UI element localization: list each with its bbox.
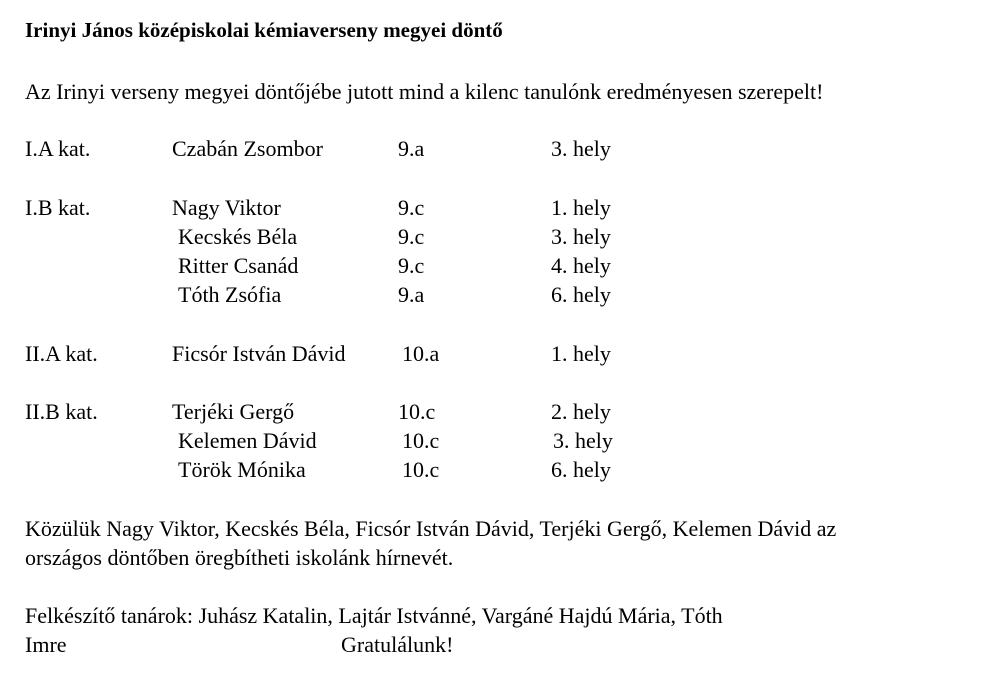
place-label: 2. hely: [551, 399, 611, 424]
place-label: 1. hely: [551, 341, 611, 366]
place-label: 6. hely: [551, 457, 611, 482]
place-label: 1. hely: [551, 195, 611, 220]
document-title: Irinyi János középiskolai kémiaverseny megyei döntő: [25, 18, 503, 42]
place-label: 3. hely: [551, 224, 611, 249]
result-row: [0, 193, 1000, 222]
result-row: [0, 134, 1000, 163]
class-label: 10.c: [402, 457, 440, 482]
student-name: Terjéki Gergő: [172, 399, 295, 424]
student-name: Kecskés Béla: [178, 224, 298, 249]
teachers-line-2: Imre: [25, 632, 67, 657]
student-name: Ritter Csanád: [178, 253, 299, 278]
category-label: I.B kat.: [25, 195, 91, 220]
place-label: 4. hely: [551, 253, 611, 278]
student-name: Czabán Zsombor: [172, 136, 323, 161]
class-label: 10.c: [398, 399, 436, 424]
class-label: 9.c: [398, 195, 425, 220]
result-row: [0, 251, 1000, 280]
result-row: [0, 397, 1000, 426]
category-label: II.A kat.: [25, 341, 98, 366]
student-name: Nagy Viktor: [172, 195, 281, 220]
teachers-line-1: Felkészítő tanárok: Juhász Katalin, Lajtár Istvánné, Vargáné Hajdú Mária, Tóth: [25, 603, 723, 628]
summary-line-2: országos döntőben öregbítheti iskolánk hírnevét.: [25, 545, 454, 570]
summary-line-1: Közülük Nagy Viktor, Kecskés Béla, Ficsór István Dávid, Terjéki Gergő, Kelemen Dávid az: [25, 516, 837, 541]
class-label: 9.c: [398, 253, 425, 278]
student-name: Tóth Zsófia: [178, 282, 282, 307]
student-name: Ficsór István Dávid: [172, 341, 346, 366]
result-row: [0, 280, 1000, 309]
class-label: 9.c: [398, 224, 425, 249]
place-label: 3. hely: [551, 136, 611, 161]
category-label: I.A kat.: [25, 136, 91, 161]
category-label: II.B kat.: [25, 399, 98, 424]
result-row: [0, 339, 1000, 368]
congratulations-text: Gratulálunk!: [341, 632, 454, 657]
student-name: Török Mónika: [178, 457, 306, 482]
result-row: [0, 455, 1000, 484]
student-name: Kelemen Dávid: [178, 428, 317, 453]
class-label: 10.c: [402, 428, 440, 453]
result-row: [0, 426, 1000, 455]
result-row: [0, 222, 1000, 251]
class-label: 9.a: [398, 282, 425, 307]
place-label: 3. hely: [553, 428, 613, 453]
intro-paragraph: Az Irinyi verseny megyei döntőjébe jutott mind a kilenc tanulónk eredményesen szerepelt!: [25, 79, 824, 104]
class-label: 9.a: [398, 136, 425, 161]
class-label: 10.a: [402, 341, 440, 366]
place-label: 6. hely: [551, 282, 611, 307]
